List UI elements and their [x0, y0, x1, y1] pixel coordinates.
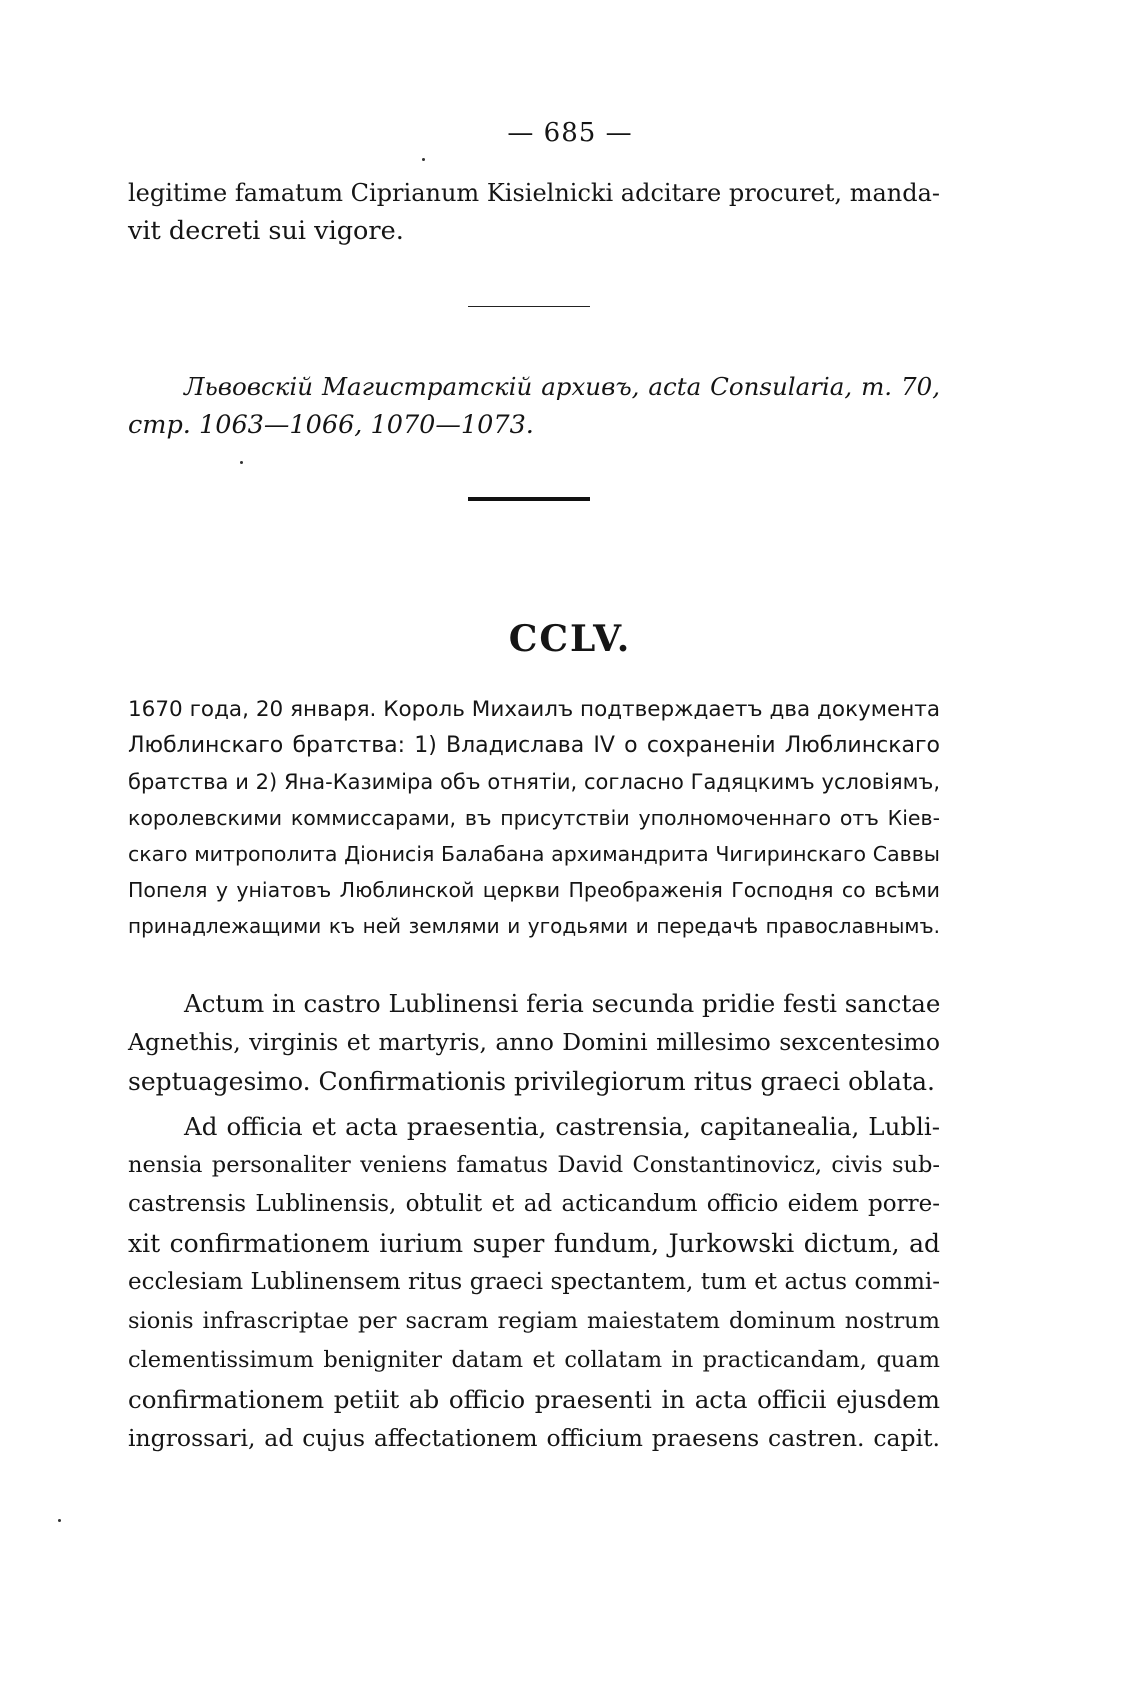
document-summary: [128, 692, 940, 944]
text-line: ecclesiam Lublinensem ritus graeci spectantem, tum et actus commi-: [128, 1269, 940, 1295]
text-line: sionis infrascriptae per sacram regiam maiestatem dominum nostrum: [128, 1308, 940, 1334]
text-line: nensia personaliter veniens famatus David Constantinovicz, civis sub-: [128, 1152, 940, 1178]
print-speck: [422, 158, 425, 161]
text-line: королевскими коммиссарами, въ присутствіи уполномоченнаго отъ Кіев-: [128, 806, 940, 830]
text-line: скаго митрополита Діонисія Балабана архимандрита Чигиринскаго Саввы: [128, 842, 940, 866]
section-rule: [468, 497, 590, 501]
archive-citation: [128, 368, 940, 444]
body-paragraph-1: [128, 984, 940, 1101]
text-line: братства и 2) Яна-Казиміра объ отнятіи, согласно Гадяцкимъ условіямъ,: [128, 770, 940, 794]
text-line: 1670 года, 20 января. Король Михаилъ подтверждаетъ два документа: [128, 697, 940, 722]
text-line: septuagesimo. Confirmationis privilegiorum ritus graeci oblata.: [128, 1067, 935, 1096]
text-line: Львовскій Магистратскій архивъ, acta Consularia, т. 70,: [184, 372, 940, 401]
separator-rule: [468, 306, 590, 307]
print-speck: [58, 1519, 61, 1522]
text-line: castrensis Lublinensis, obtulit et ad acticandum officio eidem porre-: [128, 1191, 940, 1217]
text-line: Люблинскаго братства: 1) Владислава IV о сохраненіи Люблинскаго: [128, 733, 940, 758]
text-line: clementissimum benigniter datam et collatam in practicandam, quam: [128, 1347, 940, 1373]
body-paragraph-2: [128, 1107, 940, 1458]
text-line: Ad officia et acta praesentia, castrensia, capitanealia, Lubli-: [184, 1112, 940, 1141]
text-line: vit decreti sui vigore.: [128, 216, 404, 246]
page-number: — 685 —: [507, 118, 633, 148]
text-line: Попеля у уніатовъ Люблинской церкви Преображенія Господня со всѣми: [128, 878, 940, 902]
text-line: xit confirmationem iurium super fundum, Jurkowski dictum, ad: [128, 1229, 940, 1258]
continuation-paragraph: [128, 174, 940, 250]
text-line: Actum in castro Lublinensi feria secunda pridie festi sanctae: [184, 989, 941, 1018]
text-line: принадлежащими къ ней землями и угодьями и передачѣ православнымъ.: [128, 914, 940, 938]
text-line: legitime famatum Ciprianum Kisielnicki adcitare procuret, manda-: [128, 179, 940, 207]
document-number: CCLV.: [508, 618, 632, 660]
text-line: стр. 1063—1066, 1070—1073.: [128, 410, 534, 440]
text-line: ingrossari, ad cujus affectationem officium praesens castren. capit.: [128, 1424, 940, 1452]
text-line: Agnethis, virginis et martyris, anno Domini millesimo sexcentesimo: [128, 1028, 940, 1056]
print-speck: [240, 461, 243, 464]
text-line: confirmationem petiit ab officio praesenti in acta officii ejusdem: [128, 1385, 940, 1414]
